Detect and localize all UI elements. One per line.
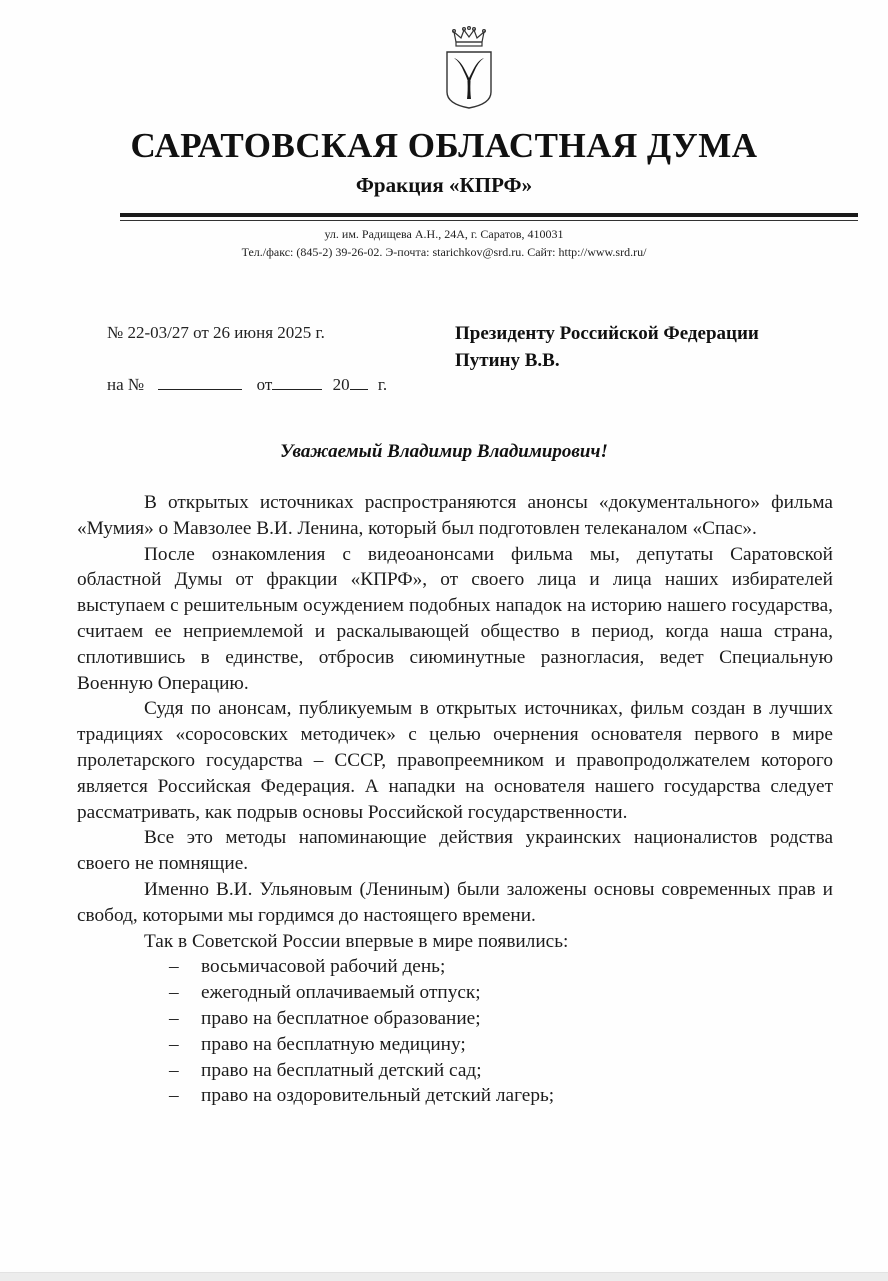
body-paragraph: После ознакомления с видеоанонсами фильма мы, депутаты Саратовской областной Думы от фракции «КПРФ», от своего лица и лица наших избирателей выступаем с решительным осуждением подобных нападок на историю нашего государства, считаем ее неприемлемой и раскалывающей общество в период, когда наша страна, сплотившись в единстве, отбросив сиюминутные разногласия, ведет Специальную Военную Операцию. xyxy=(77,543,833,694)
list-item xyxy=(169,1058,833,1084)
list-item-text: восьмичасовой рабочий день; xyxy=(201,956,446,978)
list-item-text: право на оздоровительный детский лагерь; xyxy=(201,1085,555,1107)
outgoing-reference-number: № 22-03/27 от 26 июня 2025 г. xyxy=(107,323,325,342)
dash-bullet: – xyxy=(169,1085,179,1107)
rights-list xyxy=(77,954,833,1109)
postal-address: ул. им. Радищева А.Н., 24А, г. Саратов, 410031 xyxy=(324,227,564,241)
reply-year-suffix: г. xyxy=(377,375,388,394)
reply-year-blank xyxy=(350,375,368,390)
letter-body xyxy=(77,490,833,1109)
body-paragraph: В открытых источниках распространяются анонсы «документального» фильма «Мумия» о Мавзолее В.И. Ленина, который был подготовлен телеканалом «Спас». xyxy=(77,492,833,539)
body-paragraph: Именно В.И. Ульяновым (Лениным) были заложены основы современных прав и свобод, которыми мы гордимся до настоящего времени. xyxy=(77,878,833,926)
list-item-text: право на бесплатный детский сад; xyxy=(201,1059,482,1081)
dash-bullet: – xyxy=(169,1059,179,1081)
addressee xyxy=(455,320,759,374)
organization-name: САРАТОВСКАЯ ОБЛАСТНАЯ ДУМА xyxy=(130,126,758,165)
body-paragraph: Судя по анонсам, публикуемым в открытых источниках, фильм создан в лучших традициях «соросовских методичек» с целью очернения основателя первого в мире пролетарского государства – СССР, правопреемником и правопродолжателем которого является Российская Федерация. А нападки на основателя нашего государства следует рассматривать, как подрыв основы Российской государственности. xyxy=(77,698,833,823)
reply-date-blank xyxy=(272,375,322,390)
addressee-name: Путину В.В. xyxy=(455,350,560,371)
list-item xyxy=(169,1006,833,1032)
body-paragraph: Так в Советской России впервые в мире появились: xyxy=(144,930,569,952)
addressee-title: Президенту Российской Федерации xyxy=(455,323,759,344)
list-item-text: право на бесплатное образование; xyxy=(201,1007,481,1029)
list-item xyxy=(169,1032,833,1058)
dash-bullet: – xyxy=(169,956,179,978)
reply-prefix: на № xyxy=(107,375,145,394)
incoming-reference-line xyxy=(107,375,387,395)
contact-info: Тел./факс: (845-2) 39-26-02. Э-почта: starichkov@srd.ru. Сайт: http://www.srd.ru/ xyxy=(241,245,647,259)
list-item-text: право на бесплатную медицину; xyxy=(201,1033,466,1055)
dash-bullet: – xyxy=(169,1007,179,1029)
list-item xyxy=(169,980,833,1006)
saratov-coat-of-arms-icon xyxy=(442,26,496,110)
dash-bullet: – xyxy=(169,982,179,1004)
list-item xyxy=(169,1083,833,1109)
dash-bullet: – xyxy=(169,1033,179,1055)
faction-name: Фракция «КПРФ» xyxy=(355,173,533,197)
list-item-text: ежегодный оплачиваемый отпуск; xyxy=(201,982,481,1004)
header-divider-thin xyxy=(120,220,858,221)
reply-from-label: от xyxy=(256,375,273,394)
salutation: Уважаемый Владимир Владимирович! xyxy=(280,441,608,462)
body-paragraph: Все это методы напоминающие действия украинских националистов родства своего не помнящие. xyxy=(77,827,833,875)
reply-number-blank xyxy=(158,375,242,390)
list-item xyxy=(169,954,833,980)
reply-year-prefix: 20 xyxy=(332,375,350,394)
header-divider-thick xyxy=(120,213,858,217)
